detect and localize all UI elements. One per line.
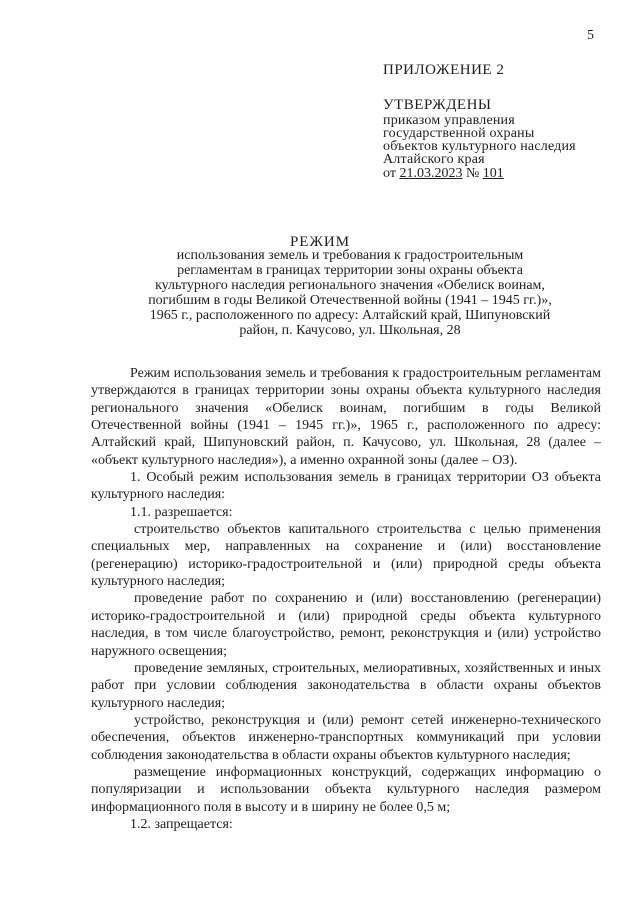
approval-line: объектов культурного наследия: [383, 139, 576, 154]
order-prefix: от: [383, 166, 396, 181]
page-number: 5: [587, 28, 594, 43]
approved-label: УТВЕРЖДЕНЫ: [383, 97, 492, 113]
allowed-item: проведение земляных, строительных, мелиоративных, хозяйственных и иных работ при условии соблюдения законодательства в области охраны объектов культурного наследия;: [91, 660, 601, 711]
order-date: 21.03.2023: [399, 166, 463, 181]
subtitle-line: погибшим в годы Великой Отечественной войны (1941 – 1945 гг.)»,: [148, 293, 552, 308]
order-line: [383, 166, 623, 181]
approval-line: приказом управления: [383, 113, 515, 128]
document-title: РЕЖИМ: [289, 234, 351, 250]
subtitle-line: регламентам в границах территории зоны охраны объекта: [177, 263, 523, 278]
appendix-label: ПРИЛОЖЕНИЕ 2: [383, 62, 505, 78]
order-number-sign: №: [465, 166, 480, 181]
allowed-item: проведение работ по сохранению и (или) восстановлению (регенерации) историко-градостроительной и (или) природной среды объекта культурного наследия, в том числе благоустройство, ремонт, реконструкция и (или) устройство наружного освещения;: [91, 591, 601, 659]
subsection-1-1-heading: 1.1. разрешается:: [130, 504, 233, 520]
subsection-1-2-heading: 1.2. запрещается:: [130, 816, 233, 832]
subtitle-line: 1965 г., расположенного по адресу: Алтайский край, Шипуновский: [149, 308, 551, 323]
subtitle-line: культурного наследия регионального значения «Обелиск воинам,: [155, 278, 545, 293]
document-subtitle: [100, 248, 600, 338]
document-body: [91, 365, 601, 833]
approval-line: государственной охраны: [383, 126, 535, 141]
subtitle-line: район, п. Качусово, ул. Школьная, 28: [239, 323, 461, 338]
subtitle-line: использования земель и требования к градостроительным: [176, 248, 524, 263]
order-number: 101: [482, 166, 504, 181]
approval-line: Алтайского края: [383, 152, 485, 167]
allowed-item: устройство, реконструкция и (или) ремонт сетей инженерно-технического обеспечения, объектов инженерно-транспортных коммуникаций при условии соблюдения законодательства в области охраны объектов культурного наследия;: [91, 712, 601, 763]
allowed-item: размещение информационных конструкций, содержащих информацию о популяризации и использовании объекта культурного наследия размером информационного поля в высоту и в ширину не более 0,5 м;: [91, 764, 601, 815]
approval-block: [383, 60, 623, 181]
section-1-heading: 1. Особый режим использования земель в границах территории ОЗ объекта культурного наследия:: [91, 470, 601, 503]
intro-paragraph: Режим использования земель и требования к градостроительным регламентам утверждаются в границах территории зоны охраны объекта культурного наследия регионального значения «Обелиск воинам, погибшим в годы Великой Отечественной войны (1941 – 1945 гг.)», 1965 г., расположенного по адресу: Алтайский край, Шипуновский район, п. Качусово, ул. Школьная, 28 (далее – «объект культурного наследия»), а именно охранной зоны (далее – ОЗ).: [91, 366, 601, 468]
allowed-item: строительство объектов капитального строительства с целью применения специальных мер, направленных на сохранение и (или) восстановление (регенерацию) историко-градостроительной и (или) природной среды объекта культурного наследия;: [91, 522, 601, 590]
